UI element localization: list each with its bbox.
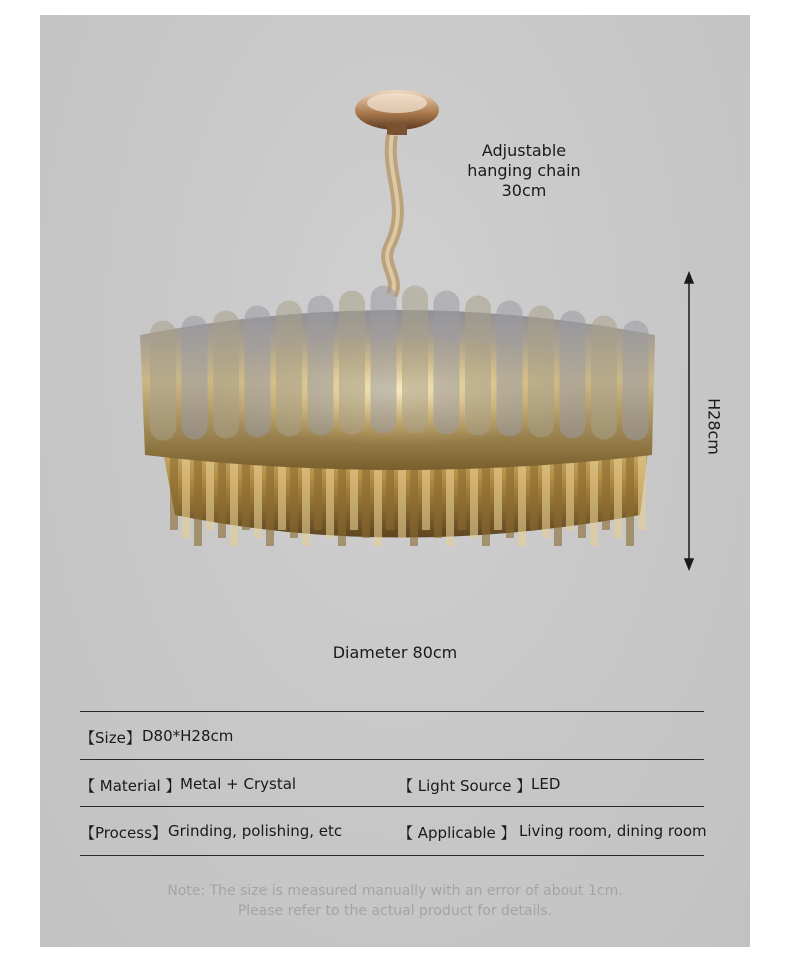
chain-label-line1: Adjustable <box>481 141 567 160</box>
spec-divider-2 <box>80 759 704 760</box>
light-source-value: LED <box>531 775 561 793</box>
crystal-prism <box>339 291 365 435</box>
diameter-annotation: Diameter 80cm <box>332 643 458 662</box>
crystal-prism <box>308 296 334 436</box>
crystal-prism <box>623 321 649 441</box>
crystal-prism <box>402 286 428 434</box>
chandelier-image <box>40 15 750 575</box>
material-value: Metal + Crystal <box>180 775 297 793</box>
crystal-prism <box>245 306 271 438</box>
hanging-chain <box>387 135 398 295</box>
height-arrow <box>685 273 693 569</box>
spec-row-process <box>80 822 720 844</box>
ceiling-canopy <box>355 90 439 135</box>
crystal-prism <box>560 311 586 439</box>
crystal-prism <box>465 296 491 436</box>
height-annotation: H28cm <box>704 398 724 455</box>
size-value: D80*H28cm <box>142 727 234 745</box>
crystal-prism <box>276 301 302 437</box>
chain-label-line3: 30cm <box>501 181 547 200</box>
spec-row-size <box>80 727 720 749</box>
light-source-label: 【 Light Source 】 <box>398 777 532 795</box>
applicable-value: Living room, dining room <box>519 822 707 840</box>
chain-length-annotation <box>454 141 594 201</box>
process-value: Grinding, polishing, etc <box>168 822 343 840</box>
crystal-prism <box>182 316 208 440</box>
crystal-prism <box>497 301 523 437</box>
crystal-prism <box>371 286 397 434</box>
crystal-prism <box>213 311 239 439</box>
applicable-label: 【 Applicable 】 <box>398 824 516 842</box>
spec-divider-3 <box>80 806 704 807</box>
spec-divider-1 <box>80 711 704 712</box>
crystal-prism <box>150 321 176 441</box>
spec-divider-4 <box>80 855 704 856</box>
material-label: 【 Material 】 <box>80 777 181 795</box>
crystal-prism <box>591 316 617 440</box>
spec-row-material <box>80 775 720 797</box>
size-label: 【Size】 <box>80 729 141 747</box>
upper-crystal-tier <box>140 286 655 471</box>
crystal-prism <box>528 306 554 438</box>
product-panel <box>40 15 750 947</box>
measurement-note-line2: Please refer to the actual product for details. <box>237 903 553 919</box>
crystal-prism <box>434 291 460 435</box>
chain-label-line2: hanging chain <box>467 161 581 180</box>
measurement-note-line1: Note: The size is measured manually with an error of about 1cm. <box>167 883 623 899</box>
process-label: 【Process】 <box>80 824 167 842</box>
